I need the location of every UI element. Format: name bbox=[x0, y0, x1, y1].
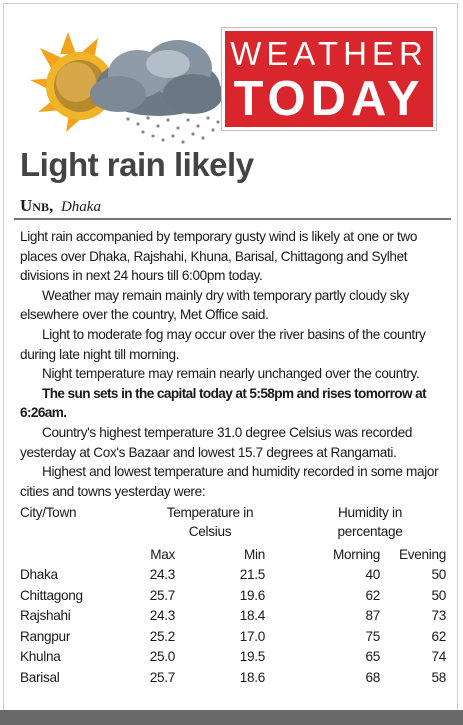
table-cell-max: 24.3 bbox=[149, 608, 175, 623]
table-cell-city: Rajshahi bbox=[20, 608, 71, 623]
table-header-temp: Celsius bbox=[188, 524, 232, 539]
banner-title-top: WEATHER bbox=[230, 35, 428, 72]
table-cell-city: Chittagong bbox=[20, 587, 83, 603]
bottom-bar bbox=[0, 710, 463, 725]
paragraph: Country's highest temperature 31.0 degree Celsius was recorded yesterday at Cox's Bazaar and lowest 15.7 degrees at Rangamati. bbox=[20, 424, 413, 460]
table-header-temp: Temperature in bbox=[166, 505, 254, 520]
table-cell-evening: 73 bbox=[431, 608, 446, 623]
table-header-city: City/Town bbox=[20, 505, 77, 520]
table-subheader-max: Max bbox=[150, 547, 175, 562]
table-cell-min: 18.4 bbox=[239, 608, 265, 623]
headline: Light rain likely bbox=[20, 146, 254, 183]
table-cell-morning: 40 bbox=[365, 567, 380, 582]
table-cell-evening: 50 bbox=[431, 587, 446, 603]
paragraph: Weather may remain mainly dry with temporary partly cloudy sky elsewhere over the country, Met Office said. bbox=[20, 287, 410, 323]
weather-today-banner bbox=[222, 28, 436, 130]
byline-place: Dhaka bbox=[60, 199, 101, 215]
table-cell-evening: 62 bbox=[431, 628, 446, 644]
table-cell-min: 17.0 bbox=[239, 628, 265, 644]
table-header-humidity: Humidity in bbox=[338, 505, 402, 520]
sun-times-paragraph: The sun sets in the capital today at 5:58pm and rises tomorrow at 6:26am. bbox=[20, 385, 427, 421]
paragraph: Highest and lowest temperature and humidity recorded in some major cities and towns yesterday were: bbox=[20, 464, 439, 499]
paragraph: Light rain accompanied by temporary gusty wind is likely at one or two places over Dhaka, Rajshahi, Khuna, Barisal, Chittagong and Sylhet divisions in next 24 hours till 6:00pm today. bbox=[20, 229, 418, 284]
table-cell-min: 21.5 bbox=[239, 567, 265, 582]
byline bbox=[20, 196, 101, 216]
table-cell-max: 25.2 bbox=[149, 628, 175, 644]
table-subheader-min: Min bbox=[243, 547, 265, 562]
table-cell-evening: 50 bbox=[431, 567, 446, 582]
table-cell-max: 25.0 bbox=[149, 649, 175, 664]
table-cell-max: 25.7 bbox=[149, 587, 175, 603]
table-cell-evening: 58 bbox=[431, 669, 446, 685]
table-cell-min: 18.6 bbox=[239, 669, 265, 685]
table-cell-min: 19.6 bbox=[239, 587, 265, 603]
article-body bbox=[20, 227, 450, 501]
table-cell-max: 24.3 bbox=[149, 567, 175, 582]
divider bbox=[14, 218, 451, 220]
paragraph: Light to moderate fog may occur over the river basins of the country during late night till morning. bbox=[20, 326, 426, 362]
table-cell-morning: 87 bbox=[365, 608, 380, 623]
paragraph: Night temperature may remain nearly unchanged over the country. bbox=[42, 366, 420, 382]
table-cell-city: Barisal bbox=[20, 669, 60, 685]
table-header-humidity: percentage bbox=[337, 524, 403, 539]
table-cell-morning: 62 bbox=[365, 587, 380, 603]
byline-agency: Unb, bbox=[20, 196, 54, 215]
table-cell-city: Rangpur bbox=[20, 628, 71, 644]
header bbox=[0, 0, 463, 140]
table-subheader-morning: Morning bbox=[332, 547, 380, 562]
banner-title-bottom: TODAY bbox=[233, 72, 425, 126]
table-cell-morning: 65 bbox=[365, 649, 380, 664]
table-cell-max: 25.7 bbox=[149, 669, 175, 685]
table-cell-morning: 75 bbox=[365, 628, 380, 644]
table-cell-evening: 74 bbox=[431, 649, 446, 664]
table-subheader-evening: Evening bbox=[398, 547, 446, 562]
table-cell-morning: 68 bbox=[365, 669, 380, 685]
sun-cloud-rain-icon bbox=[28, 24, 228, 144]
table-cell-city: Dhaka bbox=[20, 567, 58, 582]
table-cell-city: Khulna bbox=[20, 649, 61, 664]
table-cell-min: 19.5 bbox=[239, 649, 265, 664]
